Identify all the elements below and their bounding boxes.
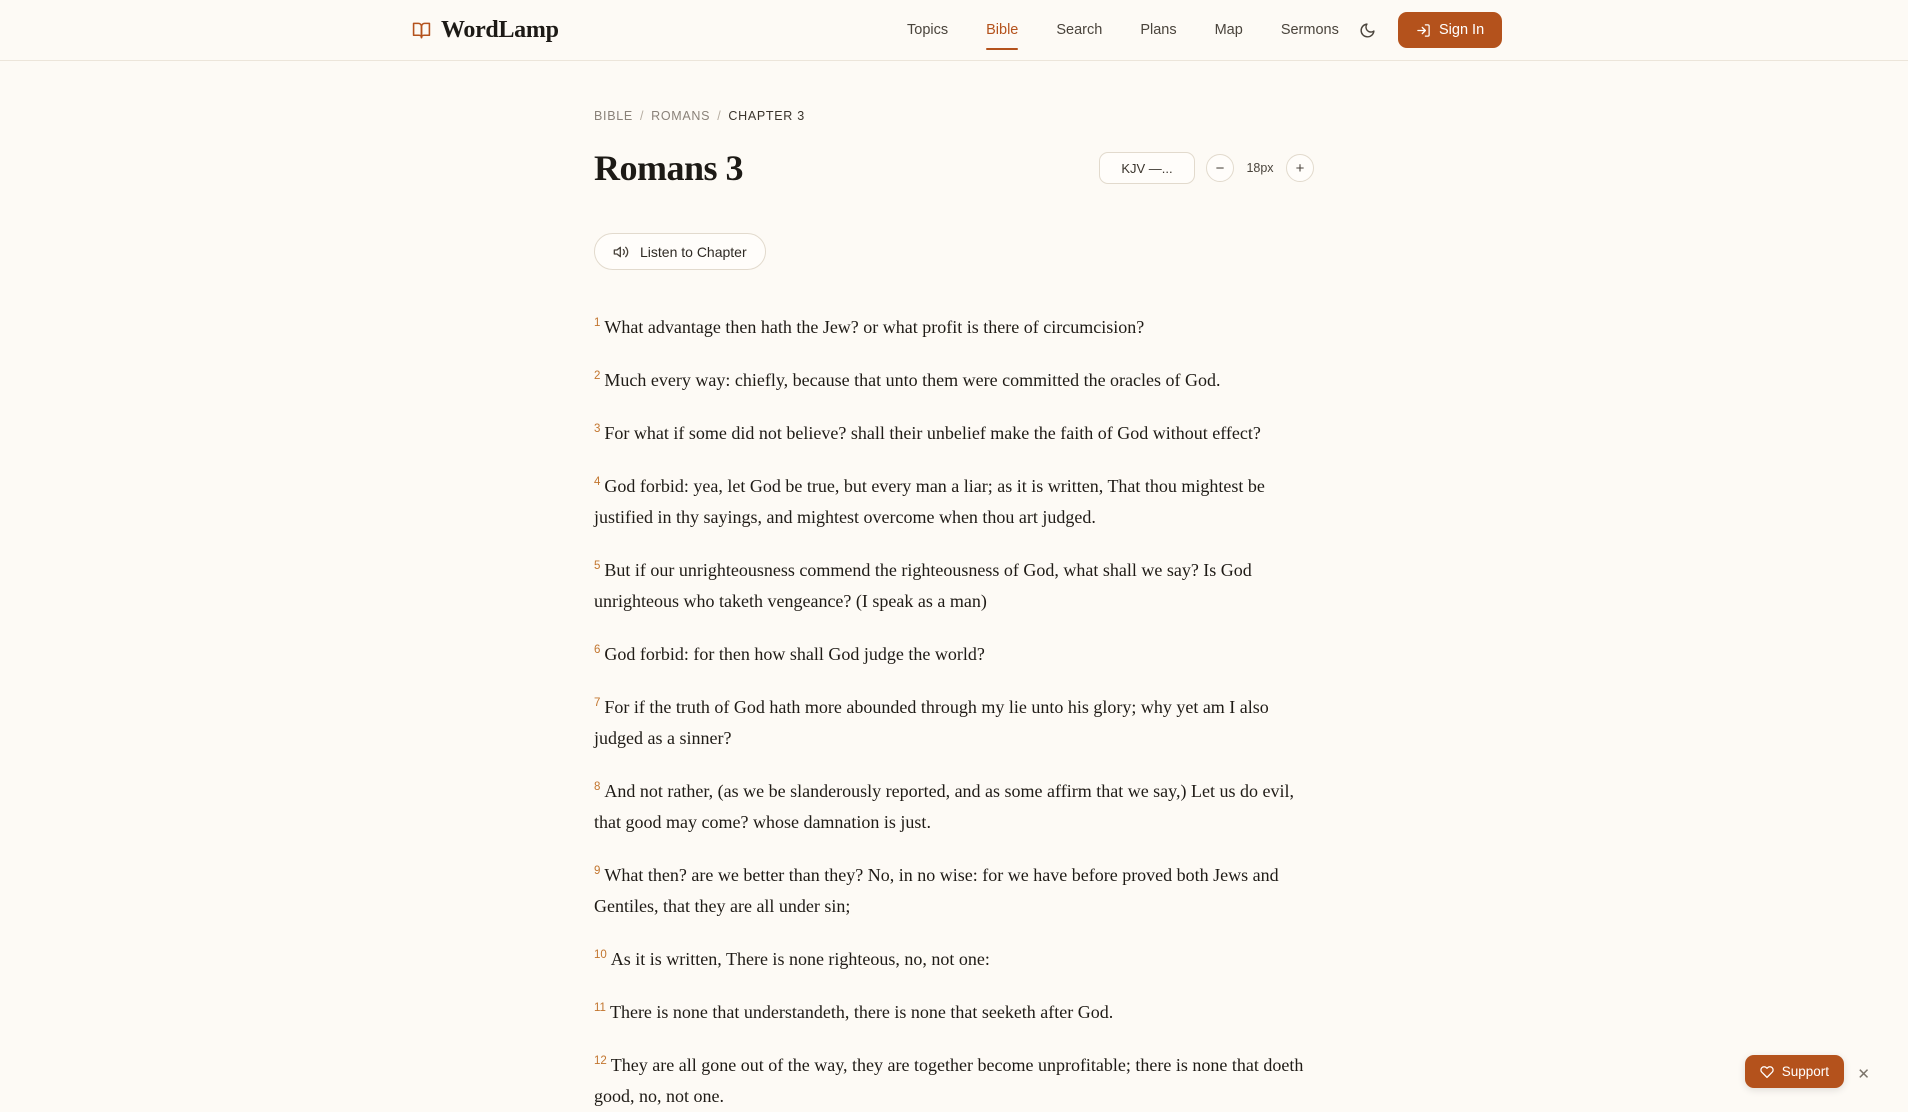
nav-item-bible[interactable]: Bible bbox=[967, 16, 1037, 44]
verse-number: 7 bbox=[594, 697, 601, 709]
nav-item-search[interactable]: Search bbox=[1056, 22, 1103, 38]
verse-row[interactable] bbox=[594, 772, 1314, 838]
breadcrumb-separator: / bbox=[639, 109, 645, 123]
support-button[interactable] bbox=[1745, 1055, 1844, 1088]
verse-text: Much every way: chiefly, because that unto them were committed the oracles of God. bbox=[604, 370, 1221, 390]
verse-number: 8 bbox=[594, 781, 601, 793]
verse-number: 2 bbox=[594, 370, 601, 382]
verse-number: 6 bbox=[594, 644, 601, 656]
verse-text: As it is written, There is none righteous, no, not one: bbox=[610, 949, 990, 969]
verse-text: For what if some did not believe? shall their unbelief make the faith of God without effect? bbox=[604, 423, 1261, 443]
listen-to-chapter-button[interactable] bbox=[594, 233, 766, 270]
verse-number: 12 bbox=[594, 1055, 607, 1067]
chapter-content bbox=[594, 61, 1314, 1112]
verse-number: 1 bbox=[594, 317, 601, 329]
close-icon[interactable]: ✕ bbox=[1857, 1066, 1870, 1083]
nav-item-topics[interactable]: Topics bbox=[907, 22, 949, 38]
verse-list bbox=[594, 308, 1314, 1112]
verse-number: 5 bbox=[594, 560, 601, 572]
nav-item-sermons[interactable]: Sermons bbox=[1280, 22, 1339, 38]
app-header bbox=[0, 0, 1908, 61]
listen-to-chapter-label: Listen to Chapter bbox=[640, 243, 747, 260]
nav-item-map[interactable]: Map bbox=[1214, 22, 1243, 38]
verse-text: But if our unrighteousness commend the righteousness of God, what shall we say? Is God unrighteous who taketh vengeance? (I speak as a man) bbox=[594, 560, 1252, 611]
verse-row[interactable] bbox=[594, 940, 1314, 975]
sign-in-button[interactable] bbox=[1398, 12, 1502, 48]
verse-number: 3 bbox=[594, 423, 601, 435]
sign-in-label: Sign In bbox=[1439, 22, 1485, 38]
verse-text: And not rather, (as we be slanderously reported, and as some affirm that we say,) Let us do evil, that good may come? whose damnation is just. bbox=[594, 781, 1294, 832]
verse-row[interactable] bbox=[594, 856, 1314, 922]
verse-row[interactable] bbox=[594, 467, 1314, 533]
breadcrumb bbox=[594, 109, 1314, 123]
verse-number: 4 bbox=[594, 476, 601, 488]
font-size-increase-button[interactable]: + bbox=[1286, 154, 1314, 182]
brand-name: WordLamp bbox=[441, 16, 559, 43]
bible-version-select[interactable]: KJV —... bbox=[1099, 152, 1195, 184]
verse-text: There is none that understandeth, there is none that seeketh after God. bbox=[609, 1002, 1114, 1022]
login-icon bbox=[1416, 23, 1431, 38]
page-title: Romans 3 bbox=[594, 148, 744, 188]
verse-row[interactable] bbox=[594, 993, 1314, 1028]
nav-item-plans[interactable]: Plans bbox=[1140, 22, 1177, 38]
verse-row[interactable] bbox=[594, 551, 1314, 617]
verse-text: God forbid: yea, let God be true, but every man a liar; as it is written, That thou mightest be justified in thy sayings, and mightest overcome when thou art judged. bbox=[594, 476, 1265, 527]
verse-row[interactable] bbox=[594, 635, 1314, 670]
chapter-header bbox=[594, 147, 1314, 189]
verse-row[interactable] bbox=[594, 1046, 1314, 1112]
brand-logo[interactable] bbox=[412, 17, 559, 44]
breadcrumb-item-bible[interactable]: BIBLE bbox=[594, 109, 633, 123]
reader-controls bbox=[1099, 152, 1314, 184]
page-body bbox=[0, 61, 1908, 1112]
verse-row[interactable] bbox=[594, 414, 1314, 449]
verse-number: 11 bbox=[594, 1002, 606, 1014]
heart-icon bbox=[1760, 1065, 1774, 1079]
verse-text: What then? are we better than they? No, in no wise: for we have before proved both Jews and Gentiles, that they are all under sin; bbox=[594, 865, 1279, 916]
support-label: Support bbox=[1781, 1064, 1829, 1079]
breadcrumb-item-chapter: CHAPTER 3 bbox=[728, 109, 805, 123]
open-book-icon bbox=[412, 21, 431, 40]
verse-row[interactable] bbox=[594, 308, 1314, 343]
verse-row[interactable] bbox=[594, 361, 1314, 396]
main-nav bbox=[888, 16, 1358, 44]
verse-row[interactable] bbox=[594, 688, 1314, 754]
verse-text: What advantage then hath the Jew? or what profit is there of circumcision? bbox=[604, 317, 1145, 337]
font-size-value: 18px bbox=[1246, 161, 1274, 175]
speaker-icon bbox=[613, 244, 629, 260]
verse-number: 9 bbox=[594, 865, 601, 877]
moon-icon[interactable] bbox=[1352, 15, 1382, 45]
breadcrumb-separator: / bbox=[717, 109, 722, 123]
verse-text: God forbid: for then how shall God judge the world? bbox=[604, 644, 985, 664]
verse-number: 10 bbox=[594, 949, 607, 961]
verse-text: For if the truth of God hath more abounded through my lie unto his glory; why yet am I also judged as a sinner? bbox=[594, 697, 1269, 748]
verse-text: They are all gone out of the way, they are together become unprofitable; there is none that doeth good, no, not one. bbox=[594, 1055, 1304, 1106]
font-size-decrease-button[interactable]: − bbox=[1206, 154, 1234, 182]
breadcrumb-item-romans[interactable]: ROMANS bbox=[651, 109, 711, 123]
